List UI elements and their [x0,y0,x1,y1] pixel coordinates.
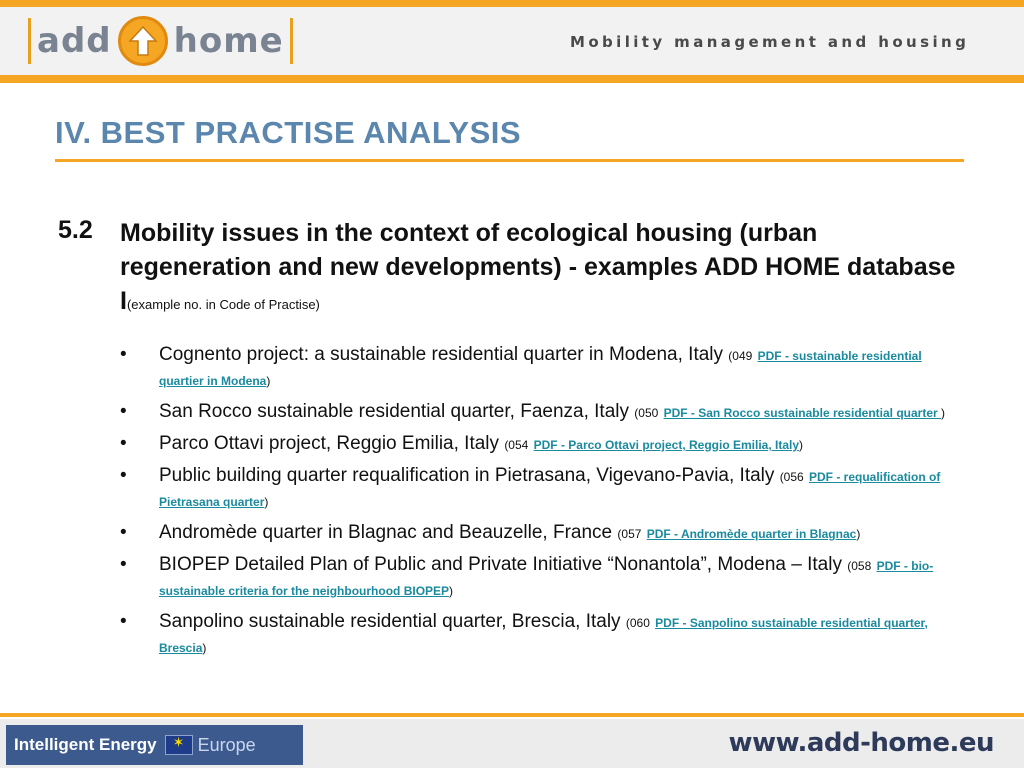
subsection-note: (example no. in Code of Practise) [126,297,320,312]
house-arrow-icon [118,16,168,66]
intelligent-energy-europe-logo [6,725,303,765]
top-accent-bar [0,0,1024,7]
example-code: (050 [634,406,659,420]
example-title: San Rocco sustainable residential quarter, Faenza, Italy [159,401,629,422]
website-url: www.add-home.eu [728,728,994,758]
list-item [120,432,960,457]
header-tagline: Mobility management and housing [570,33,970,51]
example-list [120,343,960,667]
pdf-link[interactable]: PDF - Sanpolino sustainable residential quarter, Brescia [159,616,928,655]
footer-accent-bar [0,713,1024,717]
list-item [120,521,960,546]
example-code: (056 [779,470,804,484]
example-code: (049 [728,349,753,363]
example-close: ) [266,374,271,388]
list-item [120,464,960,514]
logo-text-add: add [37,21,112,61]
list-item [120,343,960,393]
pdf-link[interactable]: PDF - Parco Ottavi project, Reggio Emilia, Italy [533,438,800,452]
header-accent-bar [0,75,1024,83]
example-code: (058 [847,559,872,573]
logo-divider [290,18,293,64]
programme-region: Europe [197,734,256,755]
example-title: Public building quarter requalification in Pietrasana, Vigevano-Pavia, Italy [159,465,775,486]
list-item [120,553,960,603]
list-item [120,400,960,425]
example-code: (054 [504,438,529,452]
add-home-logo [28,14,293,68]
pdf-link[interactable]: PDF - requalification of Pietrasana quarter [159,470,941,509]
example-title: Andromède quarter in Blagnac and Beauzelle, France [159,522,613,543]
example-code: (057 [617,527,642,541]
example-title: Sanpolino sustainable residential quarter, Brescia, Italy [159,611,621,632]
pdf-link[interactable]: PDF - San Rocco sustainable residential quarter [663,406,941,420]
pdf-link[interactable]: PDF - bio-sustainable criteria for the neighbourhood BIOPEP [159,559,934,598]
example-close: ) [202,641,207,655]
logo-text-home: home [173,21,284,61]
list-item [120,610,960,660]
pdf-link[interactable]: PDF - Andromède quarter in Blagnac [646,527,857,541]
page-title: IV. BEST PRACTISE ANALYSIS [55,115,522,150]
programme-name: Intelligent Energy [14,735,157,754]
subsection-heading-text: Mobility issues in the context of ecological housing (urban regeneration and new developments) - examples ADD HOME database I [120,219,956,315]
example-code: (060 [625,616,650,630]
example-close: ) [449,584,454,598]
example-close: ) [799,438,804,452]
example-title: BIOPEP Detailed Plan of Public and Private Initiative “Nonantola”, Modena – Italy [159,554,842,575]
subsection-number: 5.2 [58,216,93,244]
example-close: ) [856,527,861,541]
eu-flag-icon [165,735,193,755]
example-title: Parco Ottavi project, Reggio Emilia, Italy [159,433,500,454]
subsection [58,216,958,322]
example-title: Cognento project: a sustainable residential quarter in Modena, Italy [159,344,724,365]
example-close: ) [264,495,269,509]
subsection-heading [120,216,958,322]
title-divider [55,159,964,162]
example-close: ) [941,406,945,420]
pdf-link[interactable]: PDF - sustainable residential quartier in Modena [159,349,922,388]
